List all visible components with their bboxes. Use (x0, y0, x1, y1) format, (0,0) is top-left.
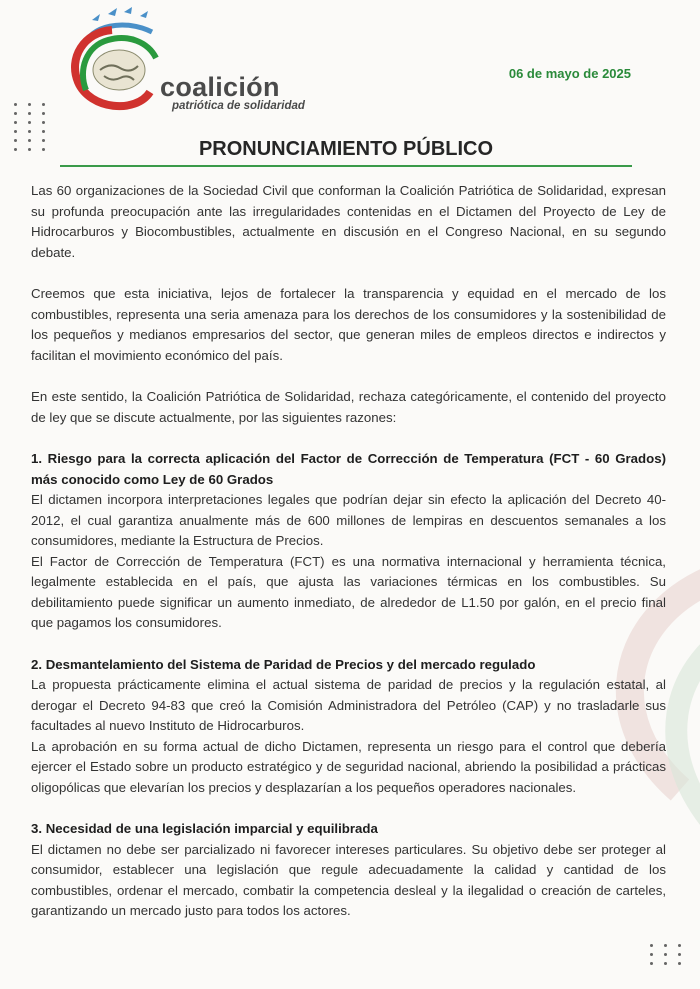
section-heading: 2. Desmantelamiento del Sistema de Paridad de Precios y del mercado regulado (31, 656, 536, 672)
section-paragraph: El dictamen incorpora interpretaciones legales que podrían dejar sin efecto la aplicación del Decreto 40-2012, el cual garantiza anualmente más de 600 millones de lempiras en descuentos semanales a los consumidores, mediante la Estructura de Precios. (31, 492, 666, 548)
section-impartial-legislation (31, 819, 666, 922)
brand-name: coalición (160, 72, 280, 102)
section-paragraph: La propuesta prácticamente elimina el actual sistema de paridad de precios y la regulación estatal, al derogar el Decreto 94-83 que creó la Comisión Administradora del Petróleo (CAP) y no trasladarle sus facultades al nuevo Instituto de Hidrocarburos. (31, 677, 666, 733)
intro-paragraph: Creemos que esta iniciativa, lejos de fortalecer la transparencia y equidad en el mercado de los combustibles, representa una seria amenaza para los derechos de los consumidores y la sostenibilidad de los pequeños y medianos empresarios del sector, que generan miles de empleos directos e indirectos y facilitan el movimiento económico del país. (31, 286, 666, 363)
section-paragraph: El Factor de Corrección de Temperatura (FCT) es una normativa internacional y herramienta técnica, legalmente establecida en el país, que ajusta las variaciones térmicas en los combustibles. Su debilitamiento puede significar un aumento inmediato, de alrededor de L1.50 por galón, en el precio final que pagamos los consumidores. (31, 553, 666, 630)
brand-subtitle: patriótica de solidaridad (172, 100, 305, 112)
decor-dots-right (650, 944, 681, 965)
document-body (31, 181, 666, 943)
section-heading: 1. Riesgo para la correcta aplicación del Factor de Corrección de Temperatura (FCT - 60 Grados) más conocido como Ley de 60 Grados (31, 451, 666, 487)
section-paragraph: La aprobación en su forma actual de dicho Dictamen, representa un riesgo para el control que debería ejercer el Estado sobre un producto estratégico y de seguridad nacional, abriendo la posibilidad a prácticas oligopólicas que elevarían los precios y desplazarían a los pequeños operadores nacionales. (31, 738, 666, 795)
section-paragraph: El dictamen no debe ser parcializado ni favorecer intereses particulares. Su objetivo debe ser proteger al consumidor, establecer una legislación que regule adecuadamente la calidad y cantidad de los combustibles, ordenar el mercado, combatir la competencia desleal y la ilegalidad o creación de carteles, garantizando un mercado justo para todos los actores. (31, 841, 666, 918)
intro-paragraph: En este sentido, la Coalición Patriótica de Solidaridad, rechaza categóricamente, el contenido del proyecto de ley que se discute actualmente, por las siguientes razones: (31, 389, 666, 425)
intro-paragraph: Las 60 organizaciones de la Sociedad Civil que conforman la Coalición Patriótica de Solidaridad, expresan su profunda preocupación ante las irregularidades contenidas en el Dictamen del Proyecto de Ley de Hidrocarburos y Biocombustibles, actualmente en discusión en el Congreso Nacional, en su segundo debate. (31, 183, 666, 260)
section-heading: 3. Necesidad de una legislación imparcial y equilibrada (31, 821, 378, 836)
coalicion-logo-icon (64, 6, 174, 124)
document-date: 06 de mayo de 2025 (508, 66, 631, 81)
title-underline (60, 165, 632, 167)
section-price-parity (31, 655, 666, 799)
document-title: PRONUNCIAMIENTO PÚBLICO (198, 138, 494, 160)
section-temperature-factor (31, 449, 666, 634)
letterhead (0, 0, 700, 135)
